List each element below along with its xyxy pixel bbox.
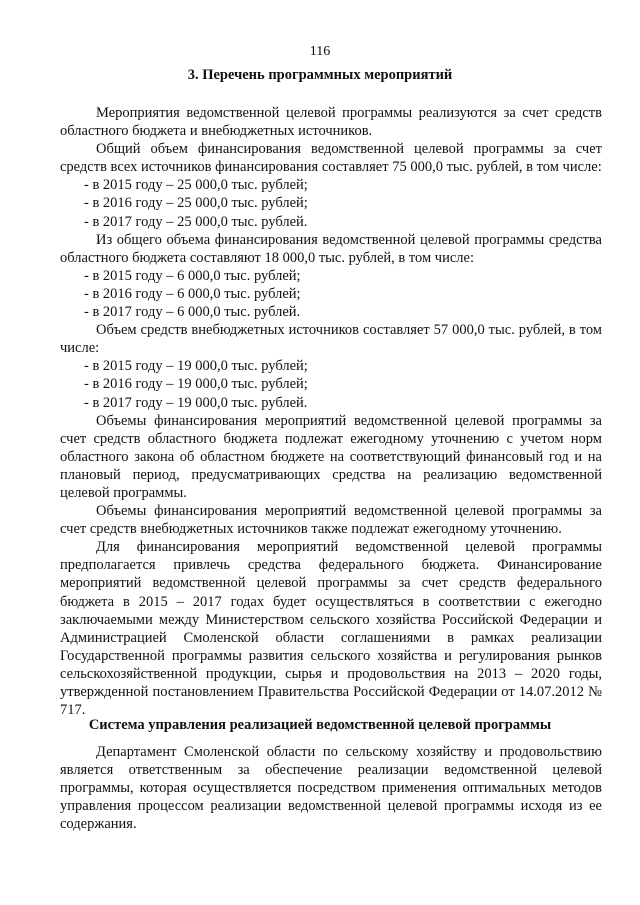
management-section-body <box>60 743 602 833</box>
paragraph-federal-budget: Для финансирования мероприятий ведомственной целевой программы предполагается привлечь средства федерального бюджета. Финансирование мероприятий ведомственной целевой программы за счет средств федерального бюджета в 2015 – 2017 годах будет осуществляться в соответствии с ежегодно заключаемыми между Министерством сельского хозяйства Российской Федерации и Администрацией Смоленской области соглашениями в рамках реализации Государственной программы развития сельского хозяйства и регулирования рынков сельскохозяйственной продукции, сырья и продовольствия на 2013 – 2020 годы, утвержденной постановлением Правительства Российской Федерации от 14.07.2012 № 717. <box>60 539 602 719</box>
management-section-title: Система управления реализацией ведомственной целевой программы <box>88 717 552 733</box>
paragraph-total-funding: Общий объем финансирования ведомственной целевой программы за счет средств всех источников финансирования составляет 75 000,0 тыс. рублей, в том числе: <box>60 141 602 176</box>
list-item-regional-2017: - в 2017 году – 6 000,0 тыс. рублей. <box>84 304 301 321</box>
page-number: 116 <box>309 44 331 59</box>
paragraph-regional-adjustment: Объемы финансирования мероприятий ведомственной целевой программы за счет средств областного бюджета подлежат ежегодному уточнению с учетом норм областного закона об областном бюджете на соответствующий финансовый год и на плановый период, предусматривающих средства на реализацию ведомственной целевой программы. <box>60 412 602 501</box>
list-item-extrabudget-2016: - в 2016 году – 19 000,0 тыс. рублей; <box>84 376 308 393</box>
list-item-total-2016: - в 2016 году – 25 000,0 тыс. рублей; <box>84 195 308 212</box>
paragraph-extrabudgetary: Объем средств внебюджетных источников составляет 57 000,0 тыс. рублей, в том числе: <box>60 322 602 357</box>
list-item-extrabudget-2015: - в 2015 году – 19 000,0 тыс. рублей; <box>84 358 308 375</box>
list-item-total-2015: - в 2015 году – 25 000,0 тыс. рублей; <box>84 177 308 194</box>
paragraph-intro: Мероприятия ведомственной целевой программы реализуются за счет средств областного бюджета и внебюджетных источников. <box>60 105 602 140</box>
paragraph-regional-budget: Из общего объема финансирования ведомственной целевой программы средства областного бюджета составляют 18 000,0 тыс. рублей, в том числе: <box>60 231 602 266</box>
list-item-total-2017: - в 2017 году – 25 000,0 тыс. рублей. <box>84 213 308 230</box>
section-3-title: 3. Перечень программных мероприятий <box>187 67 453 83</box>
section-3-body <box>60 104 602 719</box>
list-item-regional-2015: - в 2015 году – 6 000,0 тыс. рублей; <box>84 267 301 284</box>
list-item-regional-2016: - в 2016 году – 6 000,0 тыс. рублей; <box>84 285 301 302</box>
paragraph-extrabudget-adjustment: Объемы финансирования мероприятий ведомственной целевой программы за счет средств внебюджетных источников также подлежат ежегодному уточнению. <box>60 503 602 538</box>
list-item-extrabudget-2017: - в 2017 году – 19 000,0 тыс. рублей. <box>84 394 308 411</box>
paragraph-management: Департамент Смоленской области по сельскому хозяйству и продовольствию является ответственным за обеспечение реализации ведомственной целевой программы, которая осуществляется посредством применения оптимальных методов управления процессом реализации ведомственной целевой программы исходя из ее содержания. <box>60 744 602 833</box>
